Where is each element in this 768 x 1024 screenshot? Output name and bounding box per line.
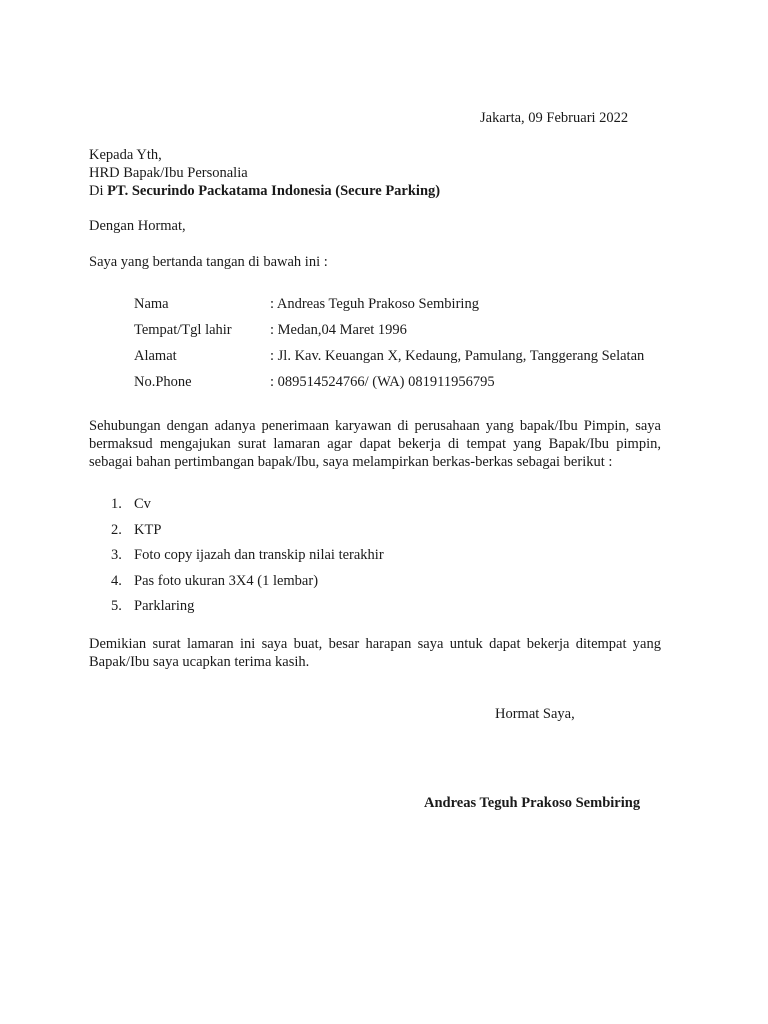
recipient-prefix: Di — [89, 183, 108, 199]
detail-label: No.Phone — [134, 374, 192, 390]
signer-name: Andreas Teguh Prakoso Sembiring — [424, 795, 641, 811]
list-number: 2. — [111, 521, 122, 538]
list-number: 1. — [111, 496, 122, 512]
closing-paragraph: Demikian surat lamaran ini saya buat, besar harapan saya untuk dapat bekerja ditempat yang Bapak/Ibu saya ucapkan terima kasih. — [89, 636, 661, 670]
list-text: Foto copy ijazah dan transkip nilai terakhir — [134, 547, 384, 563]
detail-label: Alamat — [134, 348, 177, 364]
recipient-line-2: HRD Bapak/Ibu Personalia — [89, 165, 248, 181]
recipient-block — [89, 146, 440, 200]
body-paragraph: Sehubungan dengan adanya penerimaan karyawan di perusahaan yang bapak/Ibu Pimpin, saya bermaksud mengajukan surat lamaran agar dapat bekerja di tempat yang Bapak/Ibu pimpin, sebagai bahan pertimbangan bapak/Ibu, saya melampirkan berkas-berkas sebagai berikut : — [89, 418, 661, 470]
list-number: 4. — [111, 572, 122, 589]
list-text: Pas foto ukuran 3X4 (1 lembar) — [134, 572, 319, 589]
recipient-line-3 — [89, 182, 440, 200]
detail-value: : 089514524766/ (WA) 081911956795 — [270, 374, 495, 390]
list-text: Parklaring — [134, 598, 195, 614]
detail-value: : Andreas Teguh Prakoso Sembiring — [270, 296, 479, 312]
list-text: KTP — [134, 521, 162, 538]
recipient-line-1: Kepada Yth, — [89, 147, 162, 163]
list-number: 3. — [111, 547, 122, 563]
list-number: 5. — [111, 598, 122, 614]
detail-value: : Jl. Kav. Keuangan X, Kedaung, Pamulang, Tanggerang Selatan — [270, 348, 645, 364]
detail-label: Tempat/Tgl lahir — [134, 322, 232, 338]
detail-label: Nama — [134, 296, 169, 312]
detail-value: : Medan,04 Maret 1996 — [270, 322, 407, 338]
intro-line: Saya yang bertanda tangan di bawah ini : — [89, 254, 328, 270]
salutation: Dengan Hormat, — [89, 218, 186, 234]
recipient-company: PT. Securindo Packatama Indonesia (Secure Parking) — [107, 183, 441, 199]
letter-date: Jakarta, 09 Februari 2022 — [480, 110, 629, 126]
list-text: Cv — [134, 496, 151, 512]
closing-phrase: Hormat Saya, — [495, 706, 575, 722]
